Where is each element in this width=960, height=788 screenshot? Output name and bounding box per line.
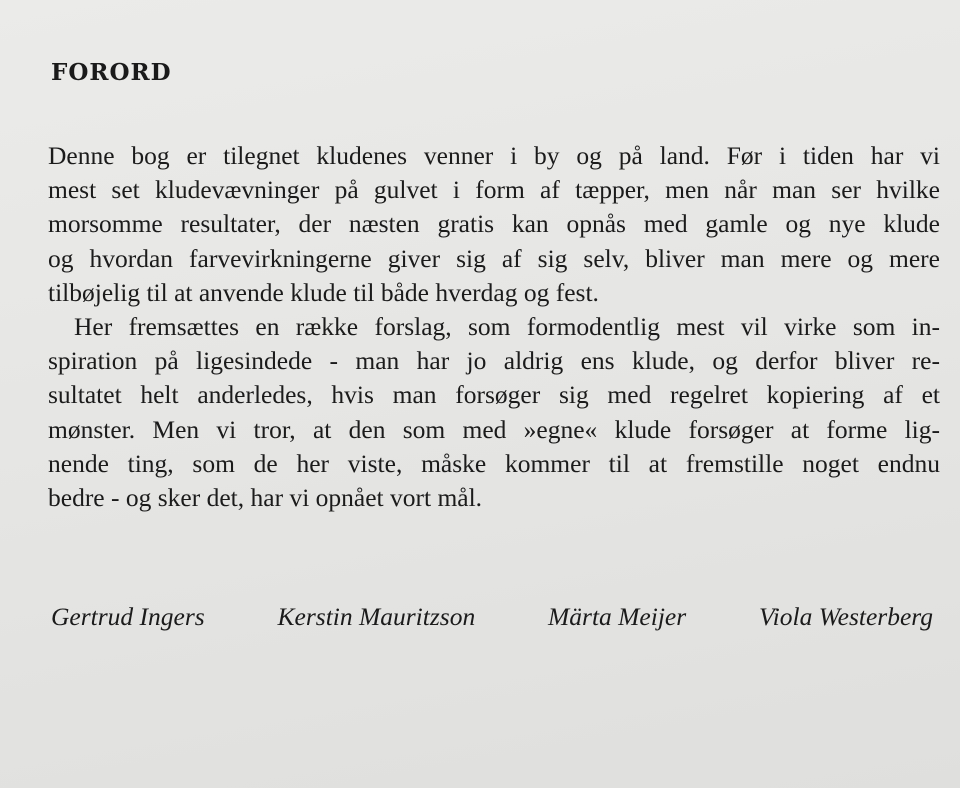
text-line: og hvordan farvevirkningerne giver sig af sig selv, bliver man mere og mere [48, 243, 940, 273]
author-name: Kerstin Mauritzson [277, 602, 476, 631]
text-line: mest set kludevævninger på gulvet i form af tæpper, men når man ser hvilke [48, 175, 940, 205]
text-line: nende ting, som de her viste, måske kommer til at fremstille noget endnu [48, 448, 940, 478]
text-line: Denne bog er tilegnet kludenes venner i by og på land. Før i tiden har vi [48, 141, 940, 170]
page-heading: FORORD [51, 59, 172, 86]
text-line: sultatet helt anderledes, hvis man forsøger sig med regelret kopiering af et [48, 380, 940, 410]
author-name: Märta Meijer [548, 602, 687, 631]
author-name: Viola Westerberg [759, 602, 933, 631]
text-line: tilbøjelig til at anvende klude til både hverdag og fest. [48, 277, 599, 307]
author-signatures [51, 600, 933, 634]
text-line: spiration på ligesindede - man har jo aldrig ens klude, og derfor bliver re- [48, 346, 940, 376]
text-line: bedre - og sker det, har vi opnået vort mål. [48, 482, 483, 512]
text-line: morsomme resultater, der næsten gratis kan opnås med gamle og nye klude [48, 209, 940, 239]
text-line: mønster. Men vi tror, at den som med »egne« klude forsøger at forme lig- [48, 414, 940, 444]
text-line: Her fremsættes en række forslag, som formodentlig mest vil virke som in- [74, 311, 940, 341]
foreword-body [48, 139, 940, 515]
author-name: Gertrud Ingers [51, 602, 205, 631]
